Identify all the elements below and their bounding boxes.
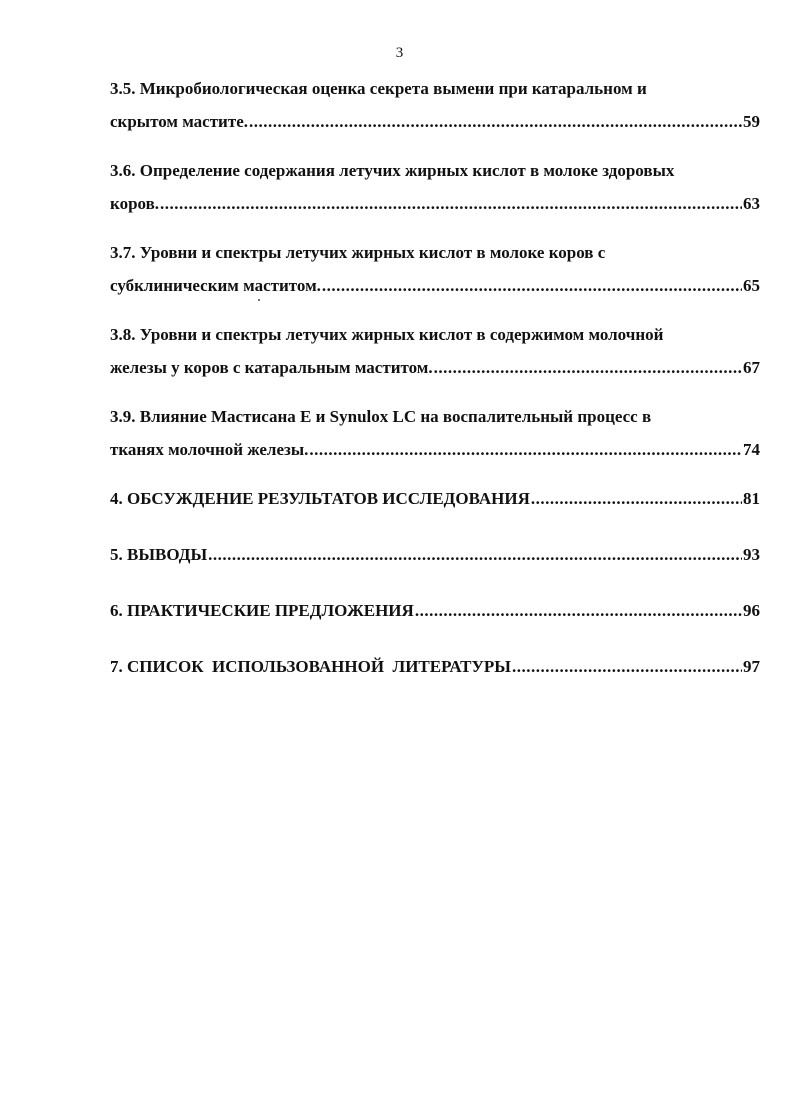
dot-leader	[160, 187, 742, 220]
toc-entry-title: 3.8. Уровни и спектры летучих жирных кислот в содержимом молочной	[110, 325, 664, 344]
toc-entry-title-end: скрытом мастите.	[110, 112, 249, 131]
toc-page-number: 59	[743, 112, 760, 131]
toc-entry-title: 5. ВЫВОДЫ	[110, 545, 208, 564]
toc-page-number: 93	[743, 545, 760, 564]
toc-entry-6	[110, 594, 760, 627]
dot-leader	[512, 650, 742, 683]
toc-entry-title-end: железы у коров с катаральным маститом.	[110, 358, 433, 377]
page-number: 3	[395, 45, 404, 61]
toc-entry-3-8	[110, 318, 760, 384]
toc-entry-title-end: субклиническим маститом.	[110, 276, 321, 295]
toc-page-number: 67	[743, 358, 760, 377]
toc-entry-title: 3.6. Определение содержания летучих жирных кислот в молоке здоровых	[110, 161, 675, 180]
toc-entry-3-7	[110, 236, 760, 302]
dot-leader	[415, 594, 742, 627]
toc-entry-title: 3.7. Уровни и спектры летучих жирных кислот в молоке коров с	[110, 243, 606, 262]
dot-leader	[249, 105, 742, 138]
toc-entry-title: 7. СПИСОК ИСПОЛЬЗОВАННОЙ ЛИТЕРАТУРЫ	[110, 657, 511, 676]
toc-page-number: 74	[743, 440, 760, 459]
toc-entry-3-9	[110, 400, 760, 466]
toc-page-number: 97	[743, 657, 760, 676]
toc-entry-title: 4. ОБСУЖДЕНИЕ РЕЗУЛЬТАТОВ ИССЛЕДОВАНИЯ	[110, 489, 530, 508]
toc-entry-3-6	[110, 154, 760, 220]
toc-entry-3-5	[110, 72, 760, 138]
toc-page-number: 81	[743, 489, 760, 508]
toc-entry-title: 3.9. Влияние Мастисана Е и Synulox LC на воспалительный процесс в	[110, 407, 652, 426]
toc-entry-5	[110, 538, 760, 571]
toc-entry-7	[110, 650, 760, 683]
dot-leader	[322, 269, 742, 302]
dot-leader	[531, 482, 742, 515]
toc-entry-title: 3.5. Микробиологическая оценка секрета вымени при катаральном и	[110, 79, 647, 98]
toc-entry-title: 6. ПРАКТИЧЕСКИЕ ПРЕДЛОЖЕНИЯ	[110, 601, 414, 620]
table-of-contents	[110, 72, 760, 706]
scan-speck	[258, 299, 260, 301]
dot-leader	[309, 433, 742, 466]
dot-leader	[434, 351, 742, 384]
toc-page-number: 65	[743, 276, 760, 295]
toc-page-number: 96	[743, 601, 760, 620]
toc-page-number: 63	[743, 194, 760, 213]
toc-entry-4	[110, 482, 760, 515]
toc-entry-title-end: коров.	[110, 194, 160, 213]
dot-leader	[208, 538, 742, 571]
toc-entry-title-end: тканях молочной железы.	[110, 440, 309, 459]
